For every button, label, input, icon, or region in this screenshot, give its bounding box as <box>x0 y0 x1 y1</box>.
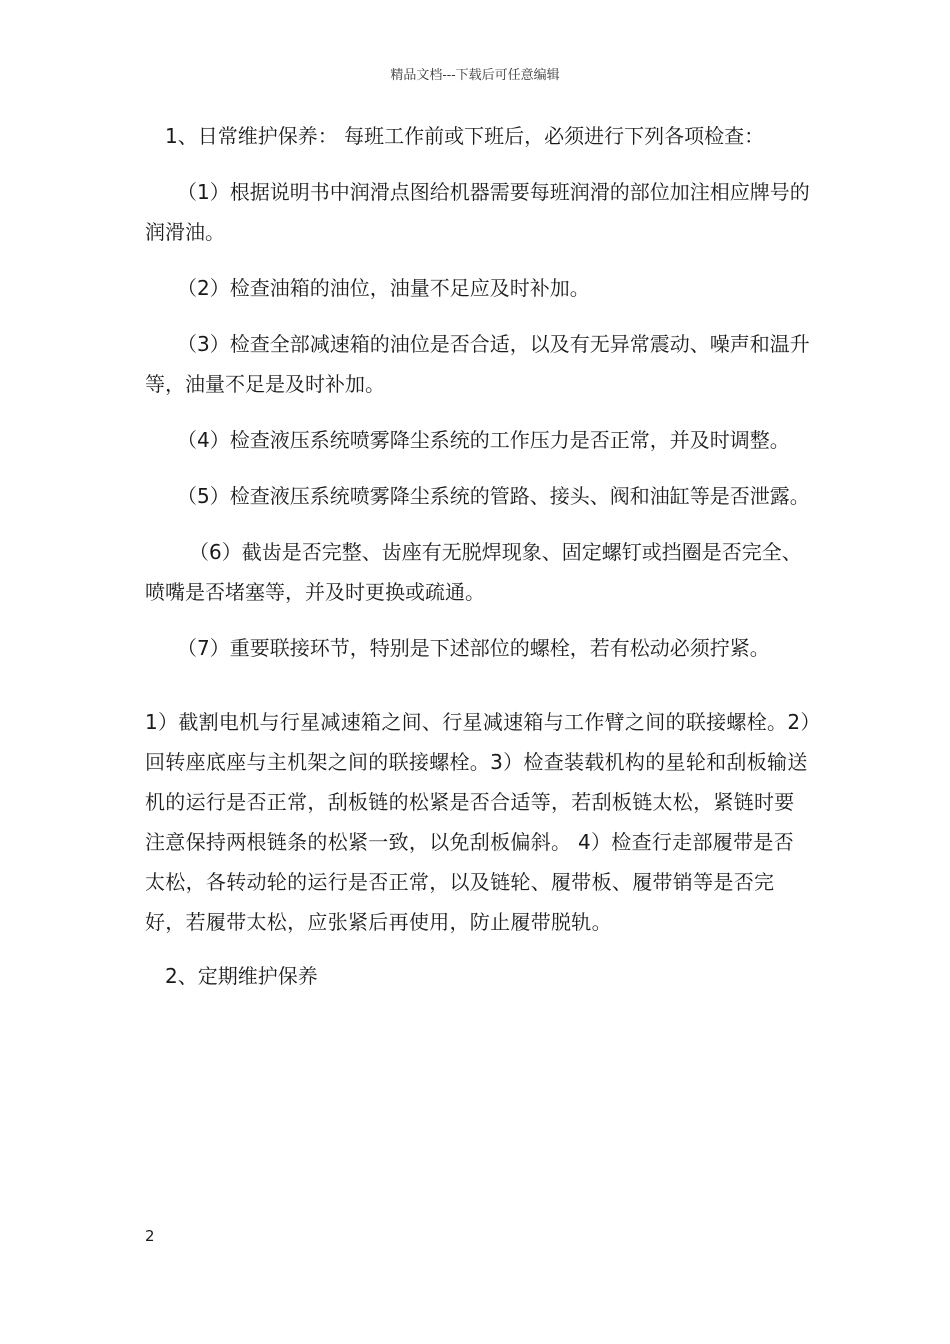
check-item-4: （4）检查液压系统喷雾降尘系统的工作压力是否正常，并及时调整。 <box>177 428 790 452</box>
section-periodic-maintenance: 2、定期维护保养 <box>165 964 318 988</box>
check-item-5: （5）检查液压系统喷雾降尘系统的管路、接头、阀和油缸等是否泄露。 <box>177 484 810 508</box>
bolt-details-paragraph: 1）截割电机与行星减速箱之间、行星减速箱与工作臂之间的联接螺栓。2）回转座底座与主机架之间的联接螺栓。3）检查装载机构的星轮和刮板输送机的运行是否正常，刮板链的松紧是否合适等，若刮板链太松，紧链时要注意保持两根链条的松紧一致，以免刮板偏斜。 4）检查行走部履带是否太松，各转动轮的运行是否正常，以及链轮、履带板、履带销等是否完好，若履带太松，应张紧后再使用，防止履带脱轨。 <box>145 710 811 934</box>
document-body <box>145 116 813 996</box>
check-item-6: （6）截齿是否完整、齿座有无脱焊现象、固定螺钉或挡圈是否完全、喷嘴是否堵塞等，并及时更换或疏通。 <box>145 540 802 604</box>
check-item-3: （3）检查全部减速箱的油位是否合适，以及有无异常震动、噪声和温升等，油量不足是及时补加。 <box>145 332 810 396</box>
page-header: 精品文档---下载后可任意编辑 <box>390 68 560 83</box>
section-daily-maintenance: 1、日常维护保养： 每班工作前或下班后，必须进行下列各项检查： <box>165 124 765 148</box>
check-item-1: （1）根据说明书中润滑点图给机器需要每班润滑的部位加注相应牌号的润滑油。 <box>145 180 810 244</box>
check-item-7: （7）重要联接环节，特别是下述部位的螺栓，若有松动必须拧紧。 <box>177 636 770 660</box>
page-number: 2 <box>145 1227 155 1245</box>
check-item-2: （2）检查油箱的油位，油量不足应及时补加。 <box>177 276 590 300</box>
